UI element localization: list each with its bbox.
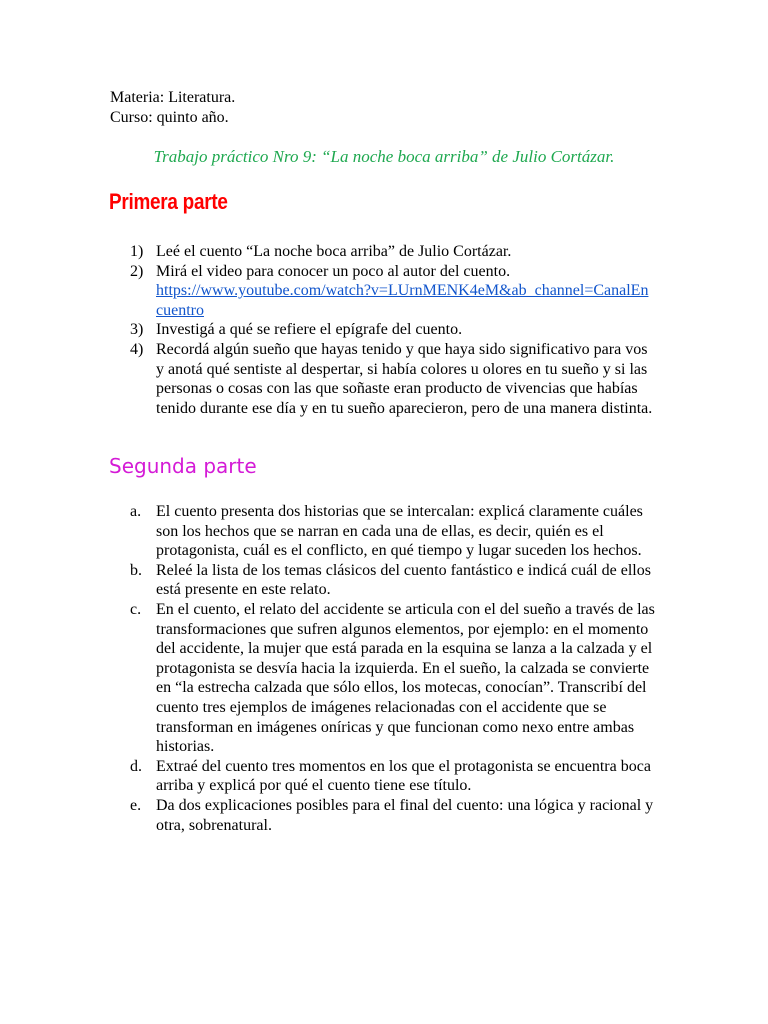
list-item [0, 340, 656, 418]
segunda-parte-list [0, 502, 656, 835]
list-number: 1) [130, 243, 144, 260]
list-letter: d. [130, 757, 142, 775]
list-item [0, 320, 656, 340]
list-item-text: Extraé del cuento tres momentos en los que el protagonista se encuentra boca arriba y explicá por qué el cuento tiene ese título. [156, 757, 651, 795]
list-item [0, 502, 656, 561]
list-item [0, 262, 656, 321]
list-item [0, 757, 656, 796]
primera-parte-list [0, 242, 656, 418]
list-item-text: El cuento presenta dos historias que se intercalan: explicá claramente cuáles son los hechos que se narran en cada una de ellas, es decir, quién es el protagonista, cuál es el conflicto, en qué tiempo y lugar suceden los hechos. [156, 503, 643, 560]
list-item-text: Da dos explicaciones posibles para el final del cuento: una lógica y racional y otra, sobrenatural. [156, 796, 654, 834]
youtube-video-link[interactable]: https://www.youtube.com/watch?v=LUrnMENK4eM&ab_channel=CanalEncuentro [156, 282, 649, 319]
list-letter: e. [130, 796, 142, 814]
course-info [110, 88, 235, 127]
list-item-text: Investigá a qué se refiere el epígrafe del cuento. [156, 321, 463, 339]
list-item-text: Leé el cuento “La noche boca arriba” de Julio Cortázar. [156, 243, 512, 260]
curso-line: Curso: quinto año. [110, 108, 229, 126]
list-item [0, 600, 656, 757]
list-item-text: Mirá el video para conocer un poco al autor del cuento. [156, 262, 511, 280]
list-item [0, 561, 656, 600]
list-item-text: Recordá algún sueño que hayas tenido y que haya sido significativo para vos y anotá qué sentiste al despertar, si había colores u olores en tu sueño y si las personas o cosas con las que soñaste eran producto de vivencias que habías tenido durante ese día y en tu sueño aparecieron, pero de una manera distinta. [156, 340, 653, 417]
materia-line: Materia: Literatura. [110, 89, 236, 106]
list-number: 4) [130, 340, 144, 358]
list-number: 2) [130, 262, 144, 280]
list-item-text: En el cuento, el relato del accidente se articula con el del sueño a través de las transformaciones que sufren algunos elementos, por ejemplo: en el momento del accidente, la mujer que está parada en la esquina se lanza a la calzada y el protagonista se desvía hacia la izquierda. En el sueño, la calzada se convierte en “la estrecha calzada que sólo ellos, los motecas, conocían”. Transcribí del cuento tres ejemplos de imágenes relacionadas con el accidente que se transforman en imágenes oníricas y que funcionan como nexo entre ambas historias. [156, 600, 655, 756]
list-item [0, 242, 656, 262]
list-letter: c. [130, 600, 142, 618]
list-letter: b. [130, 561, 142, 579]
primera-parte-heading: Primera parte [109, 189, 228, 214]
list-letter: a. [130, 503, 142, 520]
list-item-text: Releé la lista de los temas clásicos del cuento fantástico e indicá cuál de ellos está presente en este relato. [156, 561, 651, 599]
list-number: 3) [130, 321, 144, 339]
list-item [0, 796, 656, 835]
segunda-parte-heading: Segunda parte [109, 454, 257, 478]
assignment-title: Trabajo práctico Nro 9: “La noche boca arriba” de Julio Cortázar. [153, 147, 615, 166]
